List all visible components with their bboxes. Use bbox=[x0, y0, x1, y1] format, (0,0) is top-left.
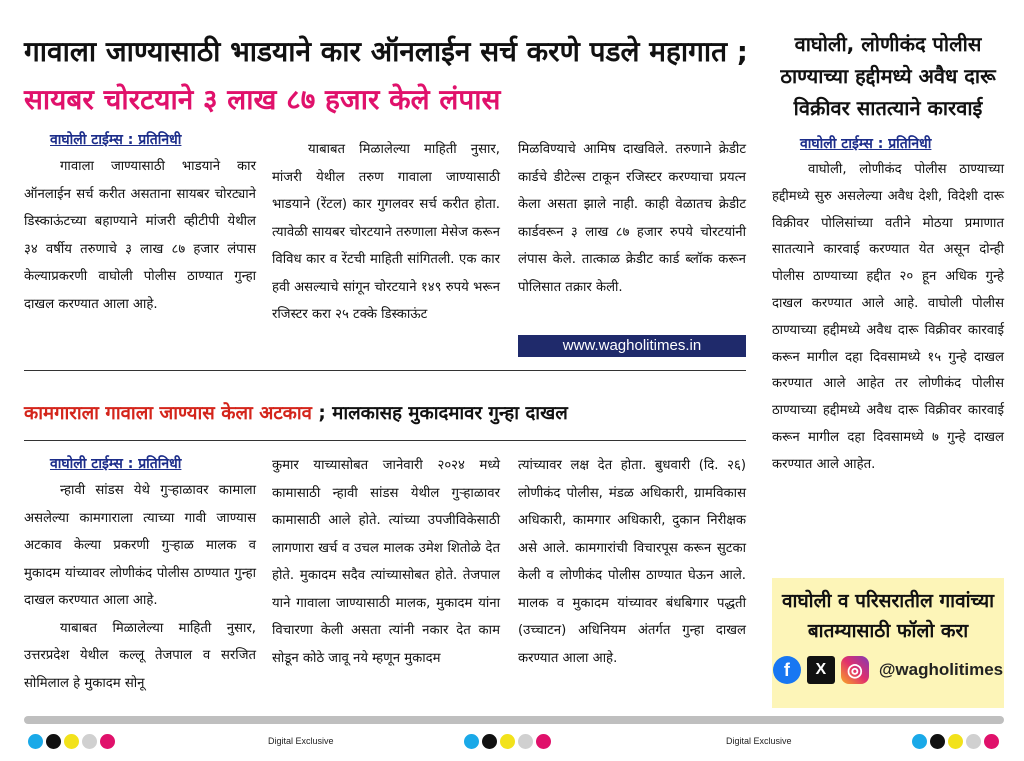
story2-byline: वाघोली टाईम्स : प्रतिनिधी bbox=[50, 456, 182, 472]
footer-label-center: Digital Exclusive bbox=[268, 736, 334, 746]
instagram-icon[interactable]: ◎ bbox=[841, 656, 869, 684]
grey-dot bbox=[82, 734, 97, 749]
grey-dot bbox=[518, 734, 533, 749]
social-links bbox=[772, 656, 1004, 684]
story1-col1-text: गावाला जाण्यासाठी भाडयाने कार ऑनलाईन सर्च करीत असताना सायबर चोरट्याने डिस्काऊंटच्या बहाण्याने मांजरी व्हीटीपी येथील ३४ वर्षीय तरुणाचे ३ लाख ८७ हजार लंपास केल्याप्रकरणी वाघोली पोलीस ठाण्यात गुन्हा दाखल करण्यात आला आहे. bbox=[24, 159, 256, 312]
story1-column-1 bbox=[24, 130, 256, 318]
black-dot bbox=[46, 734, 61, 749]
black-dot bbox=[482, 734, 497, 749]
color-dots-center bbox=[464, 734, 551, 749]
follow-box bbox=[772, 578, 1004, 708]
cyan-dot bbox=[464, 734, 479, 749]
story2-column-2 bbox=[272, 452, 500, 672]
section-divider bbox=[24, 370, 746, 371]
magenta-dot bbox=[536, 734, 551, 749]
sidebar-story bbox=[772, 28, 1004, 479]
main-headline-part1: गावाला जाण्यासाठी भाडयाने कार ऑनलाईन सर्च करणे पडले महागात ; bbox=[24, 35, 749, 68]
story1-column-2 bbox=[272, 136, 500, 329]
story2-headline bbox=[24, 400, 759, 425]
main-headline bbox=[24, 28, 759, 124]
footer-label-right: Digital Exclusive bbox=[726, 736, 792, 746]
black-dot bbox=[930, 734, 945, 749]
cyan-dot bbox=[28, 734, 43, 749]
story2-column-3 bbox=[518, 452, 746, 672]
story1-col2-text: याबाबत मिळालेल्या माहिती नुसार, मांजरी येथील तरुण गावाला जाण्यासाठी भाडयाने (रेंटल) कार गुगलवर सर्च करीत होता. त्यावेळी सायबर चोरटयाने तरुणाला मेसेज करून विविध कार व रेंटची माहिती सांगितली. एक कार हवी असल्याचे सांगून चोरटयाने १४९ रुपये भरून रजिस्टर करा २५ टक्के डिस्काऊंट bbox=[272, 142, 500, 322]
social-handle[interactable]: @wagholitimes bbox=[878, 660, 1004, 679]
story2-underline bbox=[24, 440, 746, 441]
yellow-dot bbox=[948, 734, 963, 749]
story1-byline: वाघोली टाईम्स : प्रतिनिधी bbox=[50, 132, 182, 148]
sidebar-headline: वाघोली, लोणीकंद पोलीस ठाण्याच्या हद्दीमध्ये अवैध दारू विक्रीवर सातत्याने कारवाई bbox=[780, 32, 996, 120]
main-headline-part2: सायबर चोरटयाने ३ लाख ८७ हजार केले लंपास bbox=[24, 83, 501, 116]
story2-col2-text: कुमार याच्यासोबत जानेवारी २०२४ मध्ये कामासाठी न्हावी सांडस येथील गुऱ्हाळावर कामासाठी आले होते. त्यांच्या उपजीविकेसाठी लागणारा खर्च व उचल मालक उमेश शितोळे देत होते. मुकादम सदैव त्यांच्यासोबत होते. तेजपाल याने गावाला जाण्यासाठी मालक, मुकादम यांना विचारणा केली असता त्यांनी नकार देत काम सोडून कोठे जावू नये म्हणून मुकादम bbox=[272, 458, 500, 666]
facebook-icon[interactable]: f bbox=[773, 656, 801, 684]
sidebar-byline: वाघोली टाईम्स : प्रतिनिधी bbox=[800, 136, 932, 152]
website-banner: www.wagholitimes.in bbox=[518, 335, 746, 357]
footer-bar bbox=[24, 716, 1004, 724]
color-dots-right bbox=[912, 734, 999, 749]
story1-col3-text: मिळविण्याचे आमिष दाखविले. तरुणाने क्रेडीट कार्डचे डीटेल्स टाकून रजिस्टर करण्याचा प्रयत्न केला असता झाले नाही. काही वेळातच क्रेडीट कार्डवरून ३ लाख ८७ हजार रुपये चोरटयांनी लंपास केले. तात्काळ क्रेडीट कार्ड ब्लॉक करून पोलिसात तक्रार केली. bbox=[518, 142, 746, 295]
follow-text: वाघोली व परिसरातील गावांच्या बातम्यासाठी फॉलो करा bbox=[781, 590, 995, 642]
sidebar-body-text: वाघोली, लोणीकंद पोलीस ठाण्याच्या हद्दीमध्ये सुरु असलेल्या अवैध देशी, विदेशी दारू विक्रीवर पोलिसांच्या वतीने मोठया प्रमाणात सातत्याने कारवाई करण्यात येत असून दोन्ही पोलीस ठाण्याच्या हद्दीत २० हून अधिक गुन्हे दाखल करण्यात आले आहे. वाघोली पोलीस ठाण्याच्या हद्दीमध्ये अवैध दारू विक्रीवर कारवाई करून मागील दहा दिवसामध्ये १५ गुन्हे दाखल करण्यात आले आहेत तर लोणीकंद पोलीस ठाण्याच्या हद्दीमध्ये अवैध दारू विक्रीवर कारवाई करून मागील दहा दिवसामध्ये ७ गुन्हे दाखल करण्यात आले आहेत. bbox=[772, 162, 1004, 472]
story2-headline-black: ; मालकासह मुकादमावर गुन्हा दाखल bbox=[318, 403, 568, 424]
story2-headline-red: कामगाराला गावाला जाण्यास केला अटकाव bbox=[24, 403, 312, 424]
magenta-dot bbox=[100, 734, 115, 749]
yellow-dot bbox=[500, 734, 515, 749]
magenta-dot bbox=[984, 734, 999, 749]
x-twitter-icon[interactable]: X bbox=[807, 656, 835, 684]
story2-column-1 bbox=[24, 454, 256, 697]
story1-column-3 bbox=[518, 136, 746, 301]
color-dots-left bbox=[28, 734, 115, 749]
story2-col1-text: न्हावी सांडस येथे गुऱ्हाळावर कामाला असलेल्या कामगाराला त्याच्या गावी जाण्यास अटकाव केल्या प्रकरणी गुऱ्हाळ मालक व मुकादम यांच्यावर लोणीकंद पोलीस ठाण्यात गुन्हा दाखल करण्यात आला आहे. याबाबत मिळालेल्या माहिती नुसार, उत्तरप्रदेश येथील कल्लू तेजपाल व सरजित सोमिलाल हे मुकादम सोनू bbox=[24, 483, 256, 691]
yellow-dot bbox=[64, 734, 79, 749]
story2-col3-text: त्यांच्यावर लक्ष देत होता. बुधवारी (दि. २६) लोणीकंद पोलीस, मंडळ अधिकारी, ग्रामविकास अधिकारी, कामगार अधिकारी, दुकान निरीक्षक असे आले. कामगारांची विचारपूस करून सुटका केली व लोणीकंद पोलीस ठाण्यात घेऊन आले. मालक व मुकादम यांच्यावर बंधबिगार पद्धती (उच्चाटन) अधिनियम अंतर्गत गुन्हा दाखल करण्यात आला आहे. bbox=[518, 458, 746, 666]
grey-dot bbox=[966, 734, 981, 749]
cyan-dot bbox=[912, 734, 927, 749]
